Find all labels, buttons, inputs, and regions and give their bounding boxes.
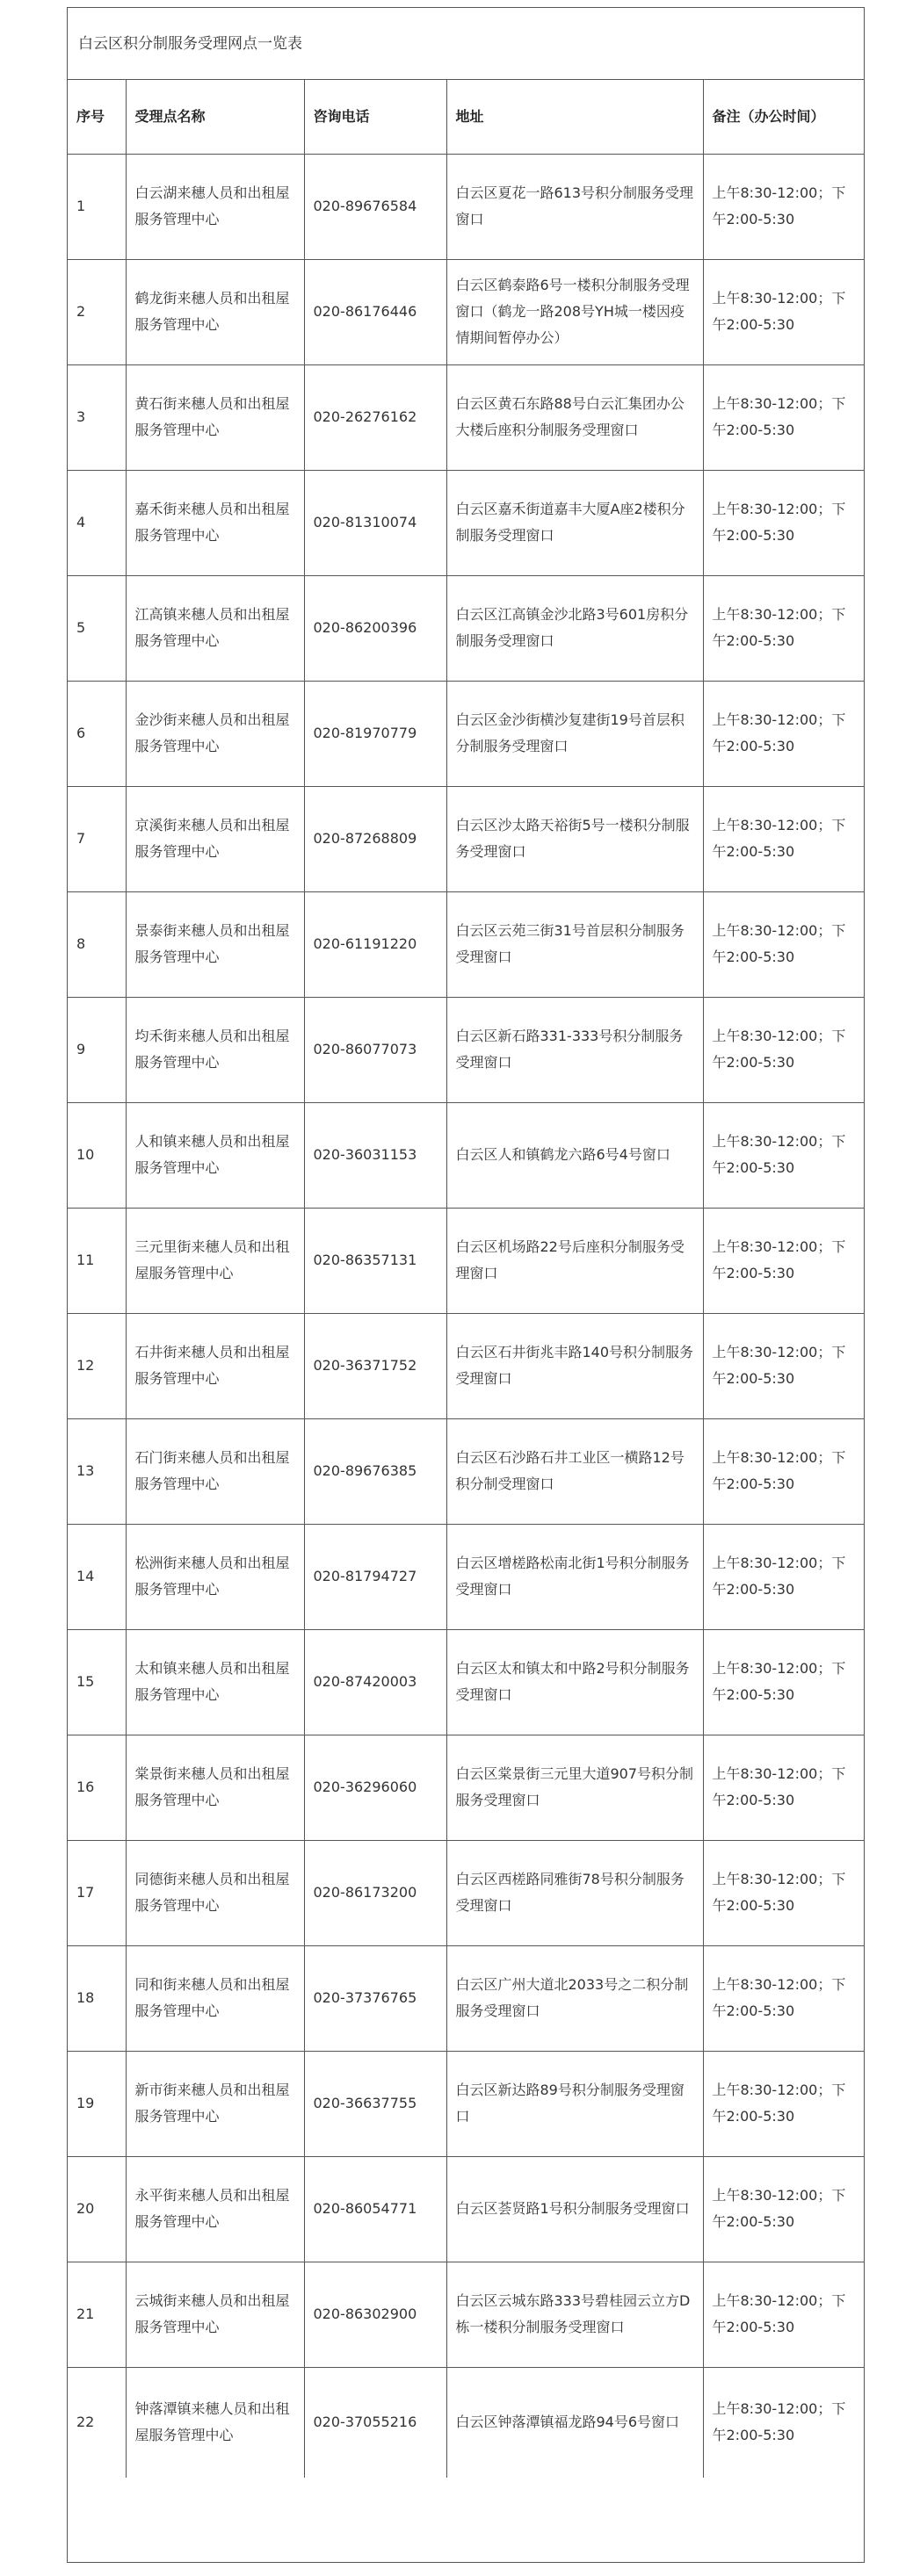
cell-address: 白云区太和镇太和中路2号积分制服务受理窗口 (446, 1629, 703, 1735)
cell-hours: 上午8:30-12:00；下午2:00-5:30 (703, 1945, 864, 2051)
cell-phone: 020-37055216 (304, 2367, 446, 2478)
cell-address: 白云区江高镇金沙北路3号601房积分制服务受理窗口 (446, 575, 703, 681)
table-row (68, 2051, 864, 2156)
cell-number: 14 (68, 1524, 126, 1629)
cell-hours: 上午8:30-12:00；下午2:00-5:30 (703, 786, 864, 891)
cell-address: 白云区机场路22号后座积分制服务受理窗口 (446, 1208, 703, 1313)
cell-hours: 上午8:30-12:00；下午2:00-5:30 (703, 259, 864, 364)
cell-hours: 上午8:30-12:00；下午2:00-5:30 (703, 891, 864, 997)
cell-phone: 020-89676584 (304, 154, 446, 259)
cell-phone: 020-86077073 (304, 997, 446, 1102)
cell-hours: 上午8:30-12:00；下午2:00-5:30 (703, 2367, 864, 2478)
cell-phone: 020-36031153 (304, 1102, 446, 1208)
cell-address: 白云区新达路89号积分制服务受理窗口 (446, 2051, 703, 2156)
cell-phone: 020-81794727 (304, 1524, 446, 1629)
table-row (68, 1735, 864, 1840)
cell-number: 1 (68, 154, 126, 259)
cell-phone: 020-36296060 (304, 1735, 446, 1840)
header-hours: 备注（办公时间） (703, 80, 864, 154)
cell-phone: 020-36371752 (304, 1313, 446, 1418)
cell-hours: 上午8:30-12:00；下午2:00-5:30 (703, 1418, 864, 1524)
cell-name: 棠景街来穗人员和出租屋服务管理中心 (126, 1735, 304, 1840)
cell-hours: 上午8:30-12:00；下午2:00-5:30 (703, 1313, 864, 1418)
cell-hours: 上午8:30-12:00；下午2:00-5:30 (703, 1102, 864, 1208)
cell-address: 白云区石井街兆丰路140号积分制服务受理窗口 (446, 1313, 703, 1418)
table-row (68, 1418, 864, 1524)
service-points-table-container (67, 7, 865, 2563)
table-row (68, 1102, 864, 1208)
cell-name: 松洲街来穗人员和出租屋服务管理中心 (126, 1524, 304, 1629)
cell-number: 15 (68, 1629, 126, 1735)
cell-address: 白云区黄石东路88号白云汇集团办公大楼后座积分制服务受理窗口 (446, 364, 703, 470)
header-number: 序号 (68, 80, 126, 154)
cell-number: 13 (68, 1418, 126, 1524)
cell-number: 4 (68, 470, 126, 575)
cell-address: 白云区棠景街三元里大道907号积分制服务受理窗口 (446, 1735, 703, 1840)
cell-hours: 上午8:30-12:00；下午2:00-5:30 (703, 681, 864, 786)
cell-number: 22 (68, 2367, 126, 2478)
cell-phone: 020-26276162 (304, 364, 446, 470)
cell-name: 黄石街来穗人员和出租屋服务管理中心 (126, 364, 304, 470)
cell-number: 9 (68, 997, 126, 1102)
cell-number: 11 (68, 1208, 126, 1313)
table-row (68, 2262, 864, 2367)
cell-name: 三元里街来穗人员和出租屋服务管理中心 (126, 1208, 304, 1313)
cell-number: 6 (68, 681, 126, 786)
cell-number: 8 (68, 891, 126, 997)
cell-address: 白云区人和镇鹤龙六路6号4号窗口 (446, 1102, 703, 1208)
cell-number: 17 (68, 1840, 126, 1945)
cell-phone: 020-87268809 (304, 786, 446, 891)
cell-address: 白云区广州大道北2033号之二积分制服务受理窗口 (446, 1945, 703, 2051)
table-row (68, 259, 864, 364)
cell-phone: 020-86357131 (304, 1208, 446, 1313)
table-row (68, 1208, 864, 1313)
cell-phone: 020-36637755 (304, 2051, 446, 2156)
cell-hours: 上午8:30-12:00；下午2:00-5:30 (703, 470, 864, 575)
cell-hours: 上午8:30-12:00；下午2:00-5:30 (703, 1840, 864, 1945)
cell-hours: 上午8:30-12:00；下午2:00-5:30 (703, 997, 864, 1102)
cell-phone: 020-86054771 (304, 2156, 446, 2262)
table-row (68, 891, 864, 997)
cell-address: 白云区荟贤路1号积分制服务受理窗口 (446, 2156, 703, 2262)
cell-hours: 上午8:30-12:00；下午2:00-5:30 (703, 1208, 864, 1313)
cell-name: 江高镇来穗人员和出租屋服务管理中心 (126, 575, 304, 681)
cell-address: 白云区增槎路松南北街1号积分制服务受理窗口 (446, 1524, 703, 1629)
cell-name: 白云湖来穗人员和出租屋服务管理中心 (126, 154, 304, 259)
header-phone: 咨询电话 (304, 80, 446, 154)
cell-name: 鹤龙街来穗人员和出租屋服务管理中心 (126, 259, 304, 364)
cell-address: 白云区新石路331-333号积分制服务受理窗口 (446, 997, 703, 1102)
service-points-table (68, 80, 864, 2478)
cell-phone: 020-86302900 (304, 2262, 446, 2367)
cell-number: 5 (68, 575, 126, 681)
table-row (68, 2367, 864, 2478)
table-body (68, 154, 864, 2478)
cell-name: 金沙街来穗人员和出租屋服务管理中心 (126, 681, 304, 786)
cell-number: 18 (68, 1945, 126, 2051)
cell-name: 人和镇来穗人员和出租屋服务管理中心 (126, 1102, 304, 1208)
cell-name: 均禾街来穗人员和出租屋服务管理中心 (126, 997, 304, 1102)
header-address: 地址 (446, 80, 703, 154)
cell-name: 永平街来穗人员和出租屋服务管理中心 (126, 2156, 304, 2262)
table-row (68, 1840, 864, 1945)
table-title: 白云区积分制服务受理网点一览表 (68, 8, 864, 80)
cell-address: 白云区云苑三街31号首层积分制服务受理窗口 (446, 891, 703, 997)
cell-name: 钟落潭镇来穗人员和出租屋服务管理中心 (126, 2367, 304, 2478)
cell-phone: 020-81310074 (304, 470, 446, 575)
cell-name: 同和街来穗人员和出租屋服务管理中心 (126, 1945, 304, 2051)
header-name: 受理点名称 (126, 80, 304, 154)
table-header-row (68, 80, 864, 154)
table-row (68, 786, 864, 891)
cell-number: 20 (68, 2156, 126, 2262)
cell-hours: 上午8:30-12:00；下午2:00-5:30 (703, 575, 864, 681)
cell-name: 同德街来穗人员和出租屋服务管理中心 (126, 1840, 304, 1945)
cell-phone: 020-37376765 (304, 1945, 446, 2051)
cell-address: 白云区金沙街横沙复建街19号首层积分制服务受理窗口 (446, 681, 703, 786)
cell-address: 白云区石沙路石井工业区一横路12号积分制受理窗口 (446, 1418, 703, 1524)
table-row (68, 575, 864, 681)
cell-address: 白云区西槎路同雅街78号积分制服务受理窗口 (446, 1840, 703, 1945)
cell-address: 白云区嘉禾街道嘉丰大厦A座2楼积分制服务受理窗口 (446, 470, 703, 575)
cell-number: 16 (68, 1735, 126, 1840)
cell-phone: 020-86173200 (304, 1840, 446, 1945)
cell-phone: 020-86200396 (304, 575, 446, 681)
cell-name: 太和镇来穗人员和出租屋服务管理中心 (126, 1629, 304, 1735)
cell-phone: 020-81970779 (304, 681, 446, 786)
cell-name: 新市街来穗人员和出租屋服务管理中心 (126, 2051, 304, 2156)
cell-number: 10 (68, 1102, 126, 1208)
cell-name: 石井街来穗人员和出租屋服务管理中心 (126, 1313, 304, 1418)
cell-number: 3 (68, 364, 126, 470)
cell-phone: 020-87420003 (304, 1629, 446, 1735)
cell-hours: 上午8:30-12:00；下午2:00-5:30 (703, 1735, 864, 1840)
cell-hours: 上午8:30-12:00；下午2:00-5:30 (703, 1629, 864, 1735)
table-row (68, 681, 864, 786)
cell-phone: 020-89676385 (304, 1418, 446, 1524)
cell-address: 白云区云城东路333号碧桂园云立方D栋一楼积分制服务受理窗口 (446, 2262, 703, 2367)
cell-hours: 上午8:30-12:00；下午2:00-5:30 (703, 154, 864, 259)
table-row (68, 1945, 864, 2051)
cell-hours: 上午8:30-12:00；下午2:00-5:30 (703, 1524, 864, 1629)
cell-address: 白云区鹤泰路6号一楼积分制服务受理窗口（鹤龙一路208号YH城一楼因疫情期间暂停办公） (446, 259, 703, 364)
cell-number: 19 (68, 2051, 126, 2156)
table-row (68, 2156, 864, 2262)
cell-number: 12 (68, 1313, 126, 1418)
cell-hours: 上午8:30-12:00；下午2:00-5:30 (703, 2156, 864, 2262)
cell-number: 2 (68, 259, 126, 364)
cell-number: 7 (68, 786, 126, 891)
cell-name: 京溪街来穗人员和出租屋服务管理中心 (126, 786, 304, 891)
cell-name: 嘉禾街来穗人员和出租屋服务管理中心 (126, 470, 304, 575)
table-row (68, 470, 864, 575)
table-row (68, 154, 864, 259)
cell-number: 21 (68, 2262, 126, 2367)
table-row (68, 997, 864, 1102)
cell-hours: 上午8:30-12:00；下午2:00-5:30 (703, 2051, 864, 2156)
cell-hours: 上午8:30-12:00；下午2:00-5:30 (703, 2262, 864, 2367)
cell-phone: 020-86176446 (304, 259, 446, 364)
table-row (68, 1313, 864, 1418)
table-row (68, 364, 864, 470)
cell-name: 石门街来穗人员和出租屋服务管理中心 (126, 1418, 304, 1524)
table-row (68, 1629, 864, 1735)
cell-address: 白云区沙太路天裕街5号一楼积分制服务受理窗口 (446, 786, 703, 891)
cell-phone: 020-61191220 (304, 891, 446, 997)
cell-name: 景泰街来穗人员和出租屋服务管理中心 (126, 891, 304, 997)
table-row (68, 1524, 864, 1629)
cell-hours: 上午8:30-12:00；下午2:00-5:30 (703, 364, 864, 470)
cell-name: 云城街来穗人员和出租屋服务管理中心 (126, 2262, 304, 2367)
cell-address: 白云区夏花一路613号积分制服务受理窗口 (446, 154, 703, 259)
cell-address: 白云区钟落潭镇福龙路94号6号窗口 (446, 2367, 703, 2478)
